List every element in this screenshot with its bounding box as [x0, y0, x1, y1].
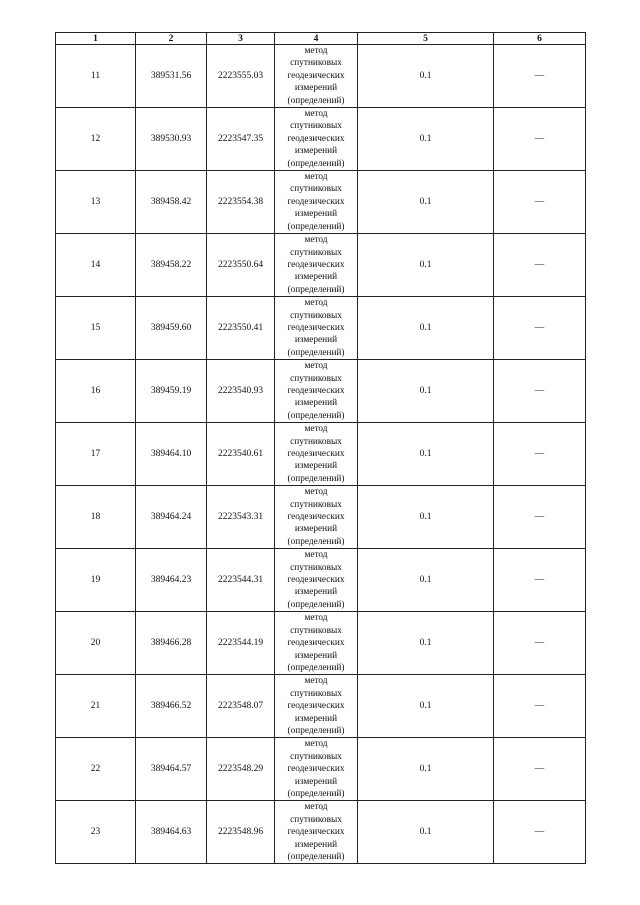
- method-line: (определений): [287, 725, 345, 736]
- method-line: метод: [304, 487, 328, 498]
- method-line: спутниковых: [290, 499, 342, 510]
- note-cell: —: [494, 738, 586, 801]
- method-line: метод: [304, 46, 328, 56]
- accuracy-cell: 0.1: [358, 360, 494, 423]
- method-line: (определений): [287, 284, 345, 295]
- method-line: геодезических: [287, 764, 345, 775]
- note-cell: —: [494, 297, 586, 360]
- accuracy-cell: 0.1: [358, 297, 494, 360]
- method-line: измерений: [294, 272, 338, 283]
- method-cell: [275, 801, 358, 864]
- table-row: [56, 423, 586, 486]
- method-line: спутниковых: [290, 247, 342, 258]
- table-row: [56, 171, 586, 234]
- point-number-cell: 21: [56, 675, 136, 738]
- method-line: спутниковых: [290, 751, 342, 762]
- method-cell: [275, 675, 358, 738]
- y-coordinate-cell: 2223554.38: [207, 171, 275, 234]
- note-cell: —: [494, 549, 586, 612]
- method-line: измерений: [294, 146, 338, 157]
- accuracy-cell: 0.1: [358, 549, 494, 612]
- y-coordinate-cell: 2223548.96: [207, 801, 275, 864]
- table-body: [56, 45, 586, 864]
- point-number-cell: 16: [56, 360, 136, 423]
- coordinates-table: [55, 32, 586, 864]
- note-cell: —: [494, 171, 586, 234]
- accuracy-cell: 0.1: [358, 612, 494, 675]
- method-cell: [275, 171, 358, 234]
- point-number-cell: 14: [56, 234, 136, 297]
- method-line: геодезических: [287, 449, 345, 459]
- method-line: спутниковых: [290, 814, 342, 825]
- method-line: метод: [304, 424, 328, 435]
- method-line: метод: [304, 739, 328, 750]
- note-cell: —: [494, 612, 586, 675]
- method-cell: [275, 297, 358, 360]
- method-line: спутниковых: [290, 688, 342, 699]
- table-row: [56, 486, 586, 549]
- method-line: измерений: [294, 335, 338, 346]
- method-line: геодезических: [287, 827, 345, 838]
- accuracy-cell: 0.1: [358, 675, 494, 738]
- y-coordinate-cell: 2223540.93: [207, 360, 275, 423]
- method-line: измерений: [294, 83, 338, 94]
- method-line: (определений): [287, 852, 345, 862]
- method-line: метод: [304, 361, 328, 372]
- method-line: спутниковых: [290, 373, 342, 384]
- x-coordinate-cell: 389466.52: [136, 675, 207, 738]
- point-number-cell: 13: [56, 171, 136, 234]
- method-cell: [275, 549, 358, 612]
- method-line: метод: [304, 676, 328, 687]
- method-line: (определений): [287, 158, 345, 169]
- y-coordinate-cell: 2223555.03: [207, 45, 275, 108]
- method-line: спутниковых: [290, 562, 342, 573]
- x-coordinate-cell: 389530.93: [136, 108, 207, 171]
- table-row: [56, 360, 586, 423]
- method-line: спутниковых: [290, 436, 342, 447]
- method-line: метод: [304, 109, 328, 120]
- method-line: измерений: [294, 713, 338, 724]
- header-cell-4: 4: [275, 33, 358, 45]
- method-cell: [275, 612, 358, 675]
- method-line: геодезических: [287, 385, 345, 396]
- method-line: метод: [304, 550, 328, 561]
- note-cell: —: [494, 360, 586, 423]
- method-cell: [275, 486, 358, 549]
- note-cell: —: [494, 234, 586, 297]
- table-row: [56, 549, 586, 612]
- header-cell-3: 3: [207, 33, 275, 45]
- header-cell-6: 6: [494, 33, 586, 45]
- accuracy-cell: 0.1: [358, 171, 494, 234]
- x-coordinate-cell: 389464.10: [136, 423, 207, 486]
- point-number-cell: 19: [56, 549, 136, 612]
- method-cell: [275, 108, 358, 171]
- method-line: геодезических: [287, 196, 345, 207]
- method-cell: [275, 234, 358, 297]
- accuracy-cell: 0.1: [358, 234, 494, 297]
- note-cell: —: [494, 45, 586, 108]
- point-number-cell: 15: [56, 297, 136, 360]
- x-coordinate-cell: 389464.57: [136, 738, 207, 801]
- method-line: (определений): [287, 536, 345, 547]
- x-coordinate-cell: 389464.63: [136, 801, 207, 864]
- header-cell-1: 1: [56, 33, 136, 45]
- table-row: [56, 234, 586, 297]
- method-line: геодезических: [287, 259, 345, 270]
- method-line: (определений): [287, 788, 345, 799]
- y-coordinate-cell: 2223548.07: [207, 675, 275, 738]
- accuracy-cell: 0.1: [358, 486, 494, 549]
- x-coordinate-cell: 389464.23: [136, 549, 207, 612]
- method-line: геодезических: [287, 322, 345, 333]
- x-coordinate-cell: 389458.22: [136, 234, 207, 297]
- method-line: измерений: [294, 461, 338, 472]
- note-cell: —: [494, 423, 586, 486]
- method-line: метод: [304, 613, 328, 624]
- note-cell: —: [494, 675, 586, 738]
- table-row: [56, 738, 586, 801]
- y-coordinate-cell: 2223543.31: [207, 486, 275, 549]
- method-line: (определений): [287, 410, 345, 421]
- header-row: [56, 33, 586, 45]
- y-coordinate-cell: 2223544.19: [207, 612, 275, 675]
- note-cell: —: [494, 486, 586, 549]
- y-coordinate-cell: 2223544.31: [207, 549, 275, 612]
- method-line: спутниковых: [290, 121, 342, 132]
- point-number-cell: 12: [56, 108, 136, 171]
- point-number-cell: 17: [56, 423, 136, 486]
- method-line: (определений): [287, 347, 345, 358]
- method-line: измерений: [294, 524, 338, 535]
- method-line: спутниковых: [290, 625, 342, 636]
- method-line: метод: [304, 172, 328, 183]
- method-line: метод: [304, 235, 328, 246]
- method-line: геодезических: [287, 512, 345, 523]
- method-line: измерений: [294, 650, 338, 661]
- x-coordinate-cell: 389464.24: [136, 486, 207, 549]
- method-line: измерений: [294, 587, 338, 598]
- method-line: (определений): [287, 599, 345, 610]
- y-coordinate-cell: 2223547.35: [207, 108, 275, 171]
- method-line: измерений: [294, 209, 338, 220]
- note-cell: —: [494, 108, 586, 171]
- y-coordinate-cell: 2223550.41: [207, 297, 275, 360]
- method-line: спутниковых: [290, 58, 342, 69]
- point-number-cell: 22: [56, 738, 136, 801]
- method-line: геодезических: [287, 701, 345, 712]
- accuracy-cell: 0.1: [358, 738, 494, 801]
- table-row: [56, 675, 586, 738]
- table-row: [56, 801, 586, 864]
- point-number-cell: 18: [56, 486, 136, 549]
- point-number-cell: 20: [56, 612, 136, 675]
- method-cell: [275, 738, 358, 801]
- method-line: спутниковых: [290, 310, 342, 321]
- method-line: измерений: [294, 839, 338, 850]
- method-line: измерений: [294, 776, 338, 787]
- method-cell: [275, 45, 358, 108]
- y-coordinate-cell: 2223540.61: [207, 423, 275, 486]
- accuracy-cell: 0.1: [358, 45, 494, 108]
- method-line: геодезических: [287, 575, 345, 586]
- x-coordinate-cell: 389531.56: [136, 45, 207, 108]
- y-coordinate-cell: 2223548.29: [207, 738, 275, 801]
- x-coordinate-cell: 389459.60: [136, 297, 207, 360]
- method-line: измерений: [294, 398, 338, 409]
- x-coordinate-cell: 389466.28: [136, 612, 207, 675]
- method-line: спутниковых: [290, 184, 342, 195]
- table-header: [56, 33, 586, 45]
- table-row: [56, 108, 586, 171]
- x-coordinate-cell: 389458.42: [136, 171, 207, 234]
- method-cell: [275, 360, 358, 423]
- method-line: (определений): [287, 221, 345, 232]
- method-line: (определений): [287, 95, 345, 106]
- table-row: [56, 612, 586, 675]
- method-line: метод: [304, 802, 328, 813]
- header-cell-5: 5: [358, 33, 494, 45]
- accuracy-cell: 0.1: [358, 108, 494, 171]
- x-coordinate-cell: 389459.19: [136, 360, 207, 423]
- method-line: геодезических: [287, 70, 345, 81]
- table-row: [56, 45, 586, 108]
- method-line: (определений): [287, 662, 345, 673]
- method-cell: [275, 423, 358, 486]
- y-coordinate-cell: 2223550.64: [207, 234, 275, 297]
- accuracy-cell: 0.1: [358, 801, 494, 864]
- method-line: геодезических: [287, 638, 345, 649]
- point-number-cell: 11: [56, 45, 136, 108]
- method-line: геодезических: [287, 133, 345, 144]
- accuracy-cell: 0.1: [358, 423, 494, 486]
- table-row: [56, 297, 586, 360]
- note-cell: —: [494, 801, 586, 864]
- point-number-cell: 23: [56, 801, 136, 864]
- method-line: метод: [304, 298, 328, 309]
- method-line: (определений): [287, 473, 345, 484]
- header-cell-2: 2: [136, 33, 207, 45]
